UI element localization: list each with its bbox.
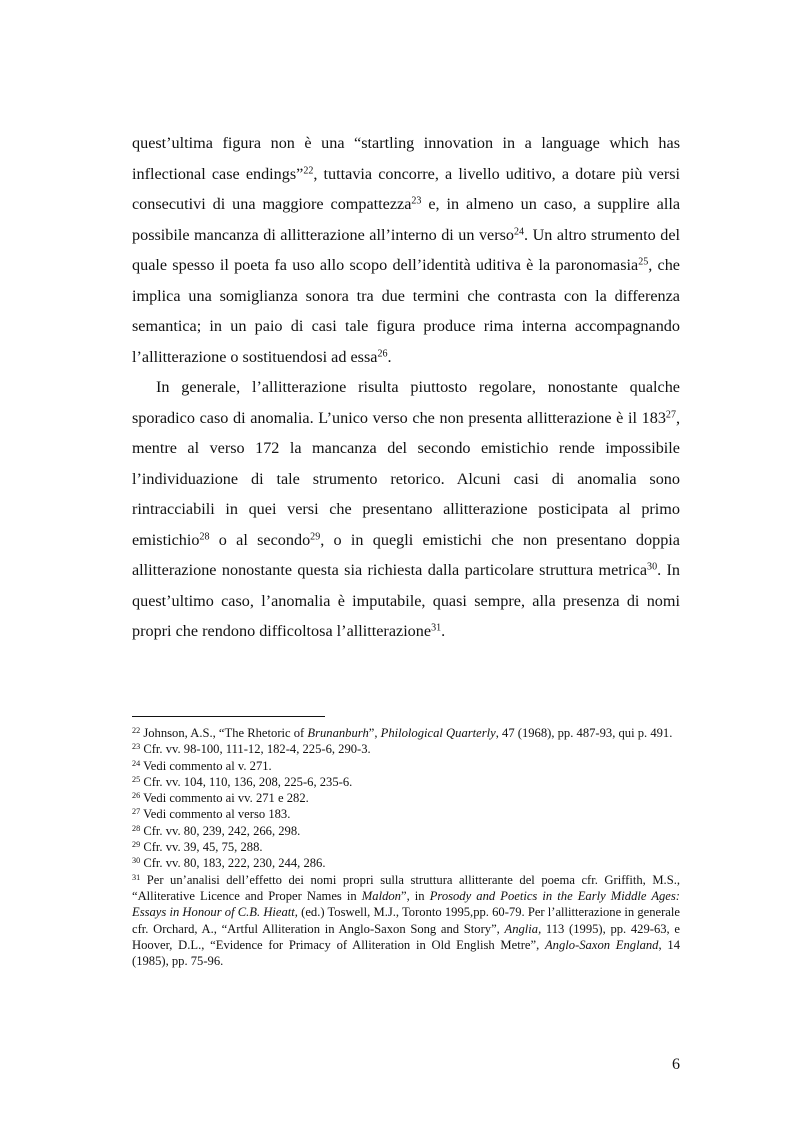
footnote-ref-30[interactable]: 30 (647, 561, 658, 573)
footnote-26 (132, 790, 680, 806)
footnote-italic: Philological Quarterly (380, 726, 496, 740)
footnote-separator (132, 716, 325, 717)
footnote-text: Cfr. vv. 80, 239, 242, 266, 298. (140, 823, 301, 838)
footnote-text: Per un’analisi dell’effetto dei nomi propri sulla struttura allitterante del poema cfr. Griffith, M.S., “Alliterative Licence and Proper Names in (132, 872, 680, 903)
text-run: . Un altro strumento del quale spesso il poeta fa uso allo scopo dell’identità uditiva è la paronomasia (132, 225, 681, 274)
footnotes (132, 725, 680, 969)
main-text (132, 128, 680, 647)
footnote-text: Vedi commento ai vv. 271 e 282. (140, 791, 309, 806)
footnote-number: 24 (132, 758, 141, 768)
text-run: . (441, 622, 446, 640)
text-run: . In quest’ultimo caso, l’anomalia è imputabile, quasi sempre, alla presenza di nomi propri che rendono difficoltosa l’allitterazione (132, 561, 680, 640)
text-run: In generale, l’allitterazione risulta piuttosto regolare, nonostante qualche sporadico caso di anomalia. L’unico verso che non presenta allitterazione è il 183 (132, 378, 680, 427)
footnote-number: 27 (132, 807, 141, 817)
footnote-text: Johnson, A.S., “The Rhetoric of (140, 726, 308, 740)
footnote-31 (132, 872, 680, 970)
footnote-ref-27[interactable]: 27 (665, 408, 676, 420)
footnote-number: 23 (132, 742, 141, 752)
footnote-text: Cfr. vv. 39, 45, 75, 288. (140, 840, 263, 855)
footnote-ref-23[interactable]: 23 (411, 195, 422, 207)
footnote-number: 30 (132, 856, 141, 866)
footnote-30 (132, 855, 680, 871)
footnote-number: 25 (132, 774, 141, 784)
footnote-number: 29 (132, 839, 141, 849)
paragraph-2 (132, 372, 680, 647)
text-run: e, in almeno un caso, a supplire alla possibile mancanza di allitterazione all’interno di un verso (132, 195, 680, 244)
footnote-text: Cfr. vv. 98-100, 111-12, 182-4, 225-6, 290-3. (140, 742, 371, 757)
footnote-ref-22[interactable]: 22 (303, 164, 314, 176)
footnote-text: Cfr. vv. 104, 110, 136, 208, 225-6, 235-6. (140, 774, 353, 789)
footnote-ref-28[interactable]: 28 (199, 530, 210, 542)
text-run: . (387, 347, 392, 366)
text-run: , mentre al verso 172 la mancanza del secondo emistichio rende impossibile l’individuazione di tale strumento retorico. Alcuni casi di anomalia sono rintracciabili in quei versi che presentano allitterazione posticipata al primo emistichio (132, 408, 680, 549)
footnote-italic: Brunanburh (307, 726, 369, 740)
text-run: , tuttavia concorre, a livello uditivo, a dotare più versi consecutivi di una maggiore compattezza (132, 164, 681, 213)
footnote-ref-31[interactable]: 31 (431, 622, 442, 634)
footnote-text: ”, in (400, 888, 430, 903)
footnote-text: Vedi commento al verso 183. (140, 807, 291, 822)
footnote-italic: Prosody and Poetics in the Early Middle Ages: Essays in Honour of C.B. Hieatt (132, 888, 680, 920)
footnote-italic: Maldon (361, 888, 401, 903)
text-run: quest’ultima figura non è una “startling innovation in a language which has inflectional case endings” (132, 134, 680, 183)
footnote-ref-24[interactable]: 24 (514, 225, 525, 237)
footnote-27 (132, 806, 680, 822)
footnote-ref-26[interactable]: 26 (377, 347, 388, 359)
footnote-text: , 14 (1985), pp. 75-96. (132, 937, 680, 969)
footnote-text: Vedi commento al v. 271. (140, 758, 272, 773)
paragraph-1 (132, 128, 680, 372)
footnote-text: Cfr. vv. 80, 183, 222, 230, 244, 286. (140, 856, 326, 871)
footnote-number: 31 (132, 872, 141, 882)
footnote-text: 113 (1995), pp. 429-63, e Hoover, D.L., “Evidence for Primacy of Alliteration in Old English Metre”, (132, 921, 680, 952)
footnote-italic: Anglia, (504, 921, 542, 936)
page-number: 6 (672, 1056, 680, 1073)
footnote-25 (132, 774, 680, 790)
footnote-24 (132, 758, 680, 774)
text-run: , che implica una somiglianza sonora tra due termini che contrasta con la differenza semantica; in un paio di casi tale figura produce rima interna accompagnando l’allitterazione o sostituendosi ad essa (132, 256, 680, 366)
footnote-text: , 47 (1968), pp. 487-93, qui p. 491. (495, 726, 673, 740)
footnote-text: ”, (368, 726, 381, 740)
footnote-number: 28 (132, 823, 141, 833)
footnote-number: 26 (132, 791, 141, 801)
text-run: , o in quegli emistichi che non presentano doppia allitterazione nonostante questa sia richiesta dalla particolare struttura metrica (132, 530, 680, 579)
footnote-23 (132, 741, 680, 757)
footnote-29 (132, 839, 680, 855)
footnote-28 (132, 823, 680, 839)
footnote-text: , (ed.) Toswell, M.J., Toronto 1995,pp. 60-79. Per l’allitterazione in generale cfr. Orchard, A., “Artful Alliteration in Anglo-Saxon Song and Story”, (132, 905, 680, 936)
footnote-italic: Anglo-Saxon England (544, 937, 659, 952)
footnote-22 (132, 725, 680, 741)
footnote-number: 22 (132, 725, 141, 735)
footnote-ref-25[interactable]: 25 (638, 256, 649, 268)
footnote-ref-29[interactable]: 29 (310, 530, 321, 542)
text-run: o al secondo (209, 530, 311, 549)
